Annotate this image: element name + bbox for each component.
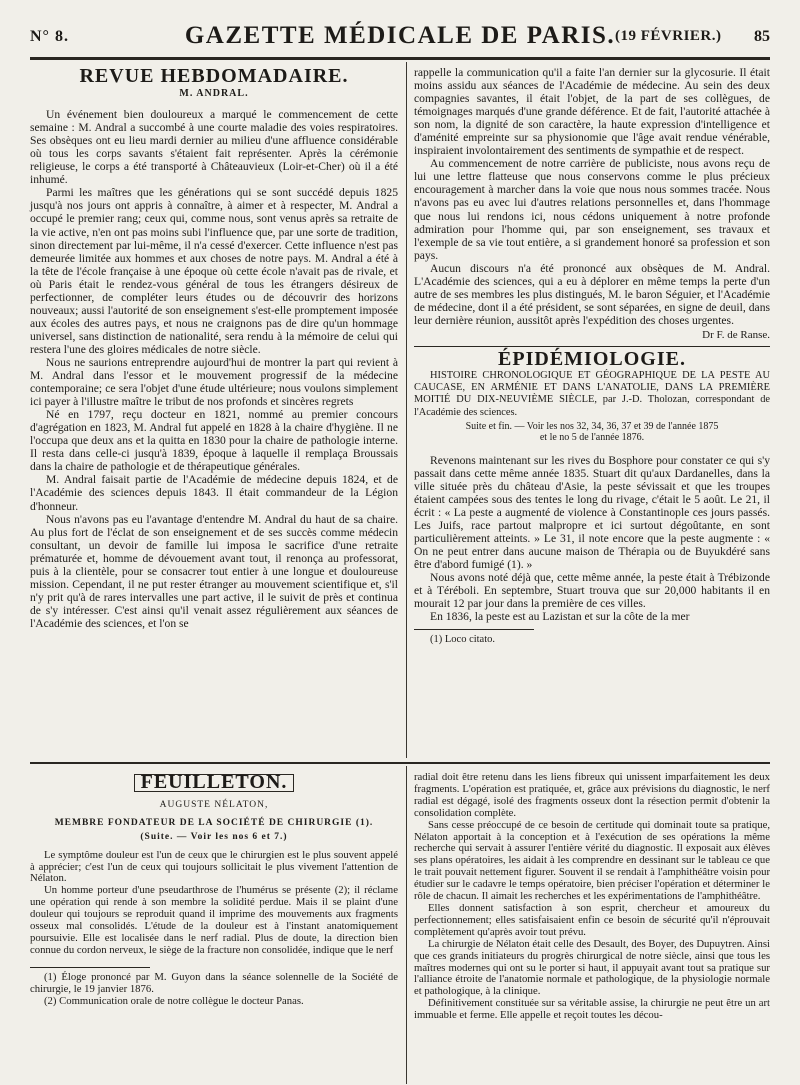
revue-paragraph: Un événement bien douloureux a marqué le commencement de cette semaine : M. Andral a succombé à une courte maladie des voies respiratoires. Ses obsèques ont eu lieu mardi dernier au milieu d'une affluence considérable où tous les corps savants s'étaient fait représenter. Après la cérémonie religieuse, le corps a été transporté à Châteauvieux (Loir-et-Cher) où il a été inhumé. <box>30 108 398 187</box>
feuilleton-paragraph: Elles donnent satisfaction à son esprit, chercheur et amoureux du perfectionnement; elles satisfaisaient enfin ce besoin de sécurité qu'il n'éprouvait complètement qu'après avoir tout prévu. <box>414 901 770 938</box>
right-column <box>414 66 770 647</box>
section-rule <box>414 346 770 347</box>
epidemiologie-histoire: HISTOIRE CHRONOLOGIQUE ET GÉOGRAPHIQUE DE LA PESTE AU CAUCASE, EN ARMÉNIE ET DANS L'ANATOLIE, DANS LA PREMIÈRE MOITIÉ DU DIX-NEUVIÈME SIÈCLE, par J.-D. Tholozan, correspondant de l'Académie des sciences. <box>414 370 770 418</box>
feuilleton-paragraph: Sans cesse préoccupé de ce besoin de certitude qui dominait toute sa pratique, Nélaton apportait à la conception et à l'exécution de ses opérations la même recherche qui servait à assurer l'entière vérité du diagnostic. Il exposait aux élèves ses plans opératoires, les aidait à les comprendre en dessinant sur le tableau ce que le trait pouvait nettement figurer. Souvent il se rendait à l'amphithéâtre voisin pour étudier sur le cadavre le temps opératoire, bien préciser l'opération et déterminer le rôle de chacun. Il aimait les recherches et les expérimentations de l'amphithéâtre. <box>414 818 770 903</box>
epidemiologie-suite <box>414 421 770 444</box>
revue-paragraph: Parmi les maîtres que les générations qui se sont succédé depuis 1825 jusqu'à nos jours ont appris à connaître, à aimer et à respecter, M. Andral a occupé le premier rang; ceux qui, comme nous, sont venus après sa retraite de la vie active, n'en ont pas moins subi l'influence que, par une sorte de tradition, sinon directement par lui-même, il n'a cessé d'exercer. Cette influence n'est pas demeurée limitée aux hommes et aux choses de notre pays. M. Andral a été à la tête de l'école française à une époque où cette école n'avait pas de rivale, et où Paris était le rendez-vous général de tous les étrangers désireux de perfectionner, de compléter leurs études ou de découvrir des horizons nouveaux; aussi l'autorité de son enseignement s'est-elle promptement imposée aux écoles des autres pays, et nous ne craignons pas de dire qu'un hommage universel, sans distinction de nationalité, sera rendu à la mémoire de celui qui restera l'une des gloires médicales de notre siècle. <box>30 186 398 356</box>
revue-continuation: rappelle la communication qu'il a faite l'an dernier sur la glycosurie. Il était moins assidu aux séances de l'Académie de médecine. Au sein des deux compagnies savantes, il était l'objet, de la part de ses collègues, de témoignages marqués d'une grande déférence. Et de fait, l'autorité attachée à son nom, la dignité de son caractère, la haute expression d'intelligence et d'aménité empreinte sur sa physionomie que l'âge avait rendue vénérable, inspiraient involontairement des sentiments de sympathie et de respect. <box>414 66 770 158</box>
epidemiologie-paragraph: Revenons maintenant sur les rives du Bosphore pour constater ce qui s'y passait dans cette même année 1835. Stuart dit qu'aux Dardanelles, dans la ville située près du château d'Asie, la peste sévissait et que les troupes étaient campées sous des tentes le long du rivage, c'était le 5 août. Le 21, il écrit : « La peste a augmenté de violence à Constantinople ces jours passés. Les Juifs, race partout malpropre et ici surtout dégoûtante, en sont particulièrement atteints. » Le 31, il note encore que la peste augmente : « On ne peut entrer dans aucune maison de Thérapia ou de Buyukdéré sans être d'abord fumigé (1). » <box>414 453 770 572</box>
column-divider-top <box>406 62 407 758</box>
feuilleton-column-right <box>414 772 770 1022</box>
feuilleton-paragraph: Définitivement constituée sur sa véritable assise, la chirurgie ne peut être un art immuable et ferme. Elle appelle et reçoit toutes les décou- <box>414 997 770 1022</box>
suite-line: et le no 5 de l'année 1876. <box>539 432 645 444</box>
footnote-rule <box>414 629 534 630</box>
feuilleton-footnote: (1) Éloge prononcé par M. Guyon dans la séance solennelle de la Société de chirurgie, le 19 janvier 1876. <box>30 970 398 995</box>
revue-paragraph: M. Andral faisait partie de l'Académie de médecine depuis 1824, et de l'Académie des sciences depuis 1843. Il était commandeur de la Légion d'honneur. <box>30 473 398 513</box>
feuilleton-membre: MEMBRE FONDATEUR DE LA SOCIÉTÉ DE CHIRURGIE (1). <box>54 817 374 828</box>
revue-signature: Dr F. de Ranse. <box>702 328 770 341</box>
feuilleton-subheading: AUGUSTE NÉLATON, <box>159 799 269 810</box>
column-divider-bottom <box>406 766 407 1084</box>
issue-date: (19 FÉVRIER.) <box>615 28 722 44</box>
revue-continuation: Au commencement de notre carrière de publiciste, nous avons reçu de lui une lettre flatteuse que nous conservons comme le plus précieux encouragement à marcher dans la voie que nous nous sommes tracée. Nous n'avons pas eu avec lui d'autres relations personnelles et, dans l'hommage que nous lui rendons ici, nous cédons uniquement à notre profonde admiration pour l'homme qui, par son enseignement, ses travaux et l'exemple de sa vie tout entière, a si grandement honoré sa profession et son pays. <box>414 157 770 262</box>
newspaper-title: GAZETTE MÉDICALE DE PARIS. <box>184 22 616 49</box>
feuilleton-rule <box>30 762 770 764</box>
footnote-rule <box>30 967 150 968</box>
feuilleton-heading-text: FEUILLETON. <box>134 774 295 792</box>
revue-heading: REVUE HEBDOMADAIRE. <box>79 65 349 87</box>
epidemiologie-footnote: (1) Loco citato. <box>430 634 496 646</box>
epidemiologie-paragraph: En 1836, la peste est au Lazistan et sur la côte de la mer <box>430 610 690 624</box>
masthead <box>30 22 770 54</box>
page-number: 85 <box>754 28 770 45</box>
feuilleton-paragraph: Un homme porteur d'une pseudarthrose de l'humérus se présente (2); il réclame une opération qui rende à son membre la solidité perdue. Mais il se plaint d'une douleur qui toujours se reproduit quand il imprime des mouvements aux fragments osseux mal consolidés. L'étude de la douleur est à l'instant anatomiquement poursuivie. Elle est localisée dans le nerf radial. Plus de doute, la direction bien connue du cordon nerveux, le siège de la fracture non consolidée, indique que le nerf <box>30 884 398 956</box>
epidemiologie-paragraph: Nous avons noté déjà que, cette même année, la peste était à Trébizonde et à Téréboli. En septembre, Stuart trouva que sur 20,000 habitants il en mourait 12 par jour dans la première de ces villes. <box>414 571 770 611</box>
feuilleton-column-left <box>30 770 398 1008</box>
feuilleton-footnote: (2) Communication orale de notre collègue le docteur Panas. <box>44 994 304 1007</box>
epidemiologie-heading: ÉPIDÉMIOLOGIE. <box>498 347 686 370</box>
revue-column <box>30 64 398 630</box>
issue-number: N° 8. <box>30 28 69 45</box>
revue-paragraph: Né en 1797, reçu docteur en 1821, nommé au premier concours d'agrégation en 1823, M. Andral fut appelé en 1828 à la chaire d'hygiène. Il ne l'occupa que deux ans et la quitta en 1830 pour la chaire de pathologie interne. Il resta dans celle-ci jusqu'à 1839, époque à laquelle il remplaça Broussais dans la chaire de pathologie et de thérapeutique générales. <box>30 408 398 474</box>
feuilleton-heading <box>30 771 398 793</box>
revue-subheading: M. ANDRAL. <box>179 88 249 100</box>
feuilleton-suite: (Suite. — Voir les nos 6 et 7.) <box>140 831 288 842</box>
masthead-rule <box>30 57 770 60</box>
feuilleton-paragraph: Le symptôme douleur est l'un de ceux que le chirurgien est le plus souvent appelé à apprécier; c'est l'un de ceux qui toujours sollicitait le plus vivement l'attention de Nélaton. <box>30 848 398 885</box>
feuilleton-paragraph: La chirurgie de Nélaton était celle des Desault, des Boyer, des Dupuytren. Ainsi que ces grands initiateurs du progrès chirurgical de notre siècle, ainsi que tous les maîtres modernes qui ont su le porter si haut, il appuyait avant tout sa pratique sur l'alliance étroite de l'anatomie normale et pathologique, de la physiologie normale et pathologique, à la clinique. <box>414 937 770 998</box>
feuilleton-paragraph: radial doit être retenu dans les liens fibreux qui unissent imparfaitement les deux fragments. L'opération est pratiquée, et, grâce aux prévisions du diagnostic, le nerf radial est dégagé, isolé des fragments osseux dont la résection permit d'obtenir la consolidation complète. <box>414 771 770 819</box>
revue-paragraph: Nous ne saurions entreprendre aujourd'hui de montrer la part qui revient à M. Andral dans l'essor et le mouvement progressif de la médecine contemporaine; ce sera l'objet d'une étude ultérieure; nous voulons simplement ici payer à l'illustre maître le tribut de nos profonds et sincères regrets <box>30 355 398 409</box>
suite-line: Suite et fin. — Voir les nos 32, 34, 36, 37 et 39 de l'année 1875 <box>465 420 719 432</box>
revue-paragraph: Nous n'avons pas eu l'avantage d'entendre M. Andral du haut de sa chaire. Au plus fort de l'éclat de son enseignement et de ses succès comme médecin consultant, un devoir de famille lui imposa le sacrifice d'une retraite prématurée et, homme de dévouement avant tout, il renonça au professorat, puis à la clientèle, pour se consacrer tout entier à une longue et douloureuse mission. Cependant, il ne put rester étranger au mouvement scientifique et, s'il n'y prit qu'à de rares intervalles une part active, il le suivit de près et continua de s'y intéresser. C'est ainsi qu'il venait assez régulièrement aux séances de l'Académie des sciences, et l'on se <box>30 512 398 630</box>
revue-continuation: Aucun discours n'a été prononcé aux obsèques de M. Andral. L'Académie des sciences, qui a eu à déplorer en même temps la perte d'un autre de ses membres les plus distingués, M. le baron Séguier, et l'Académie de médecine, dont il a été président, se sont séparées, en signe de deuil, dans leur dernière réunion, aussitôt après l'expédition des choses urgentes. <box>414 261 770 327</box>
